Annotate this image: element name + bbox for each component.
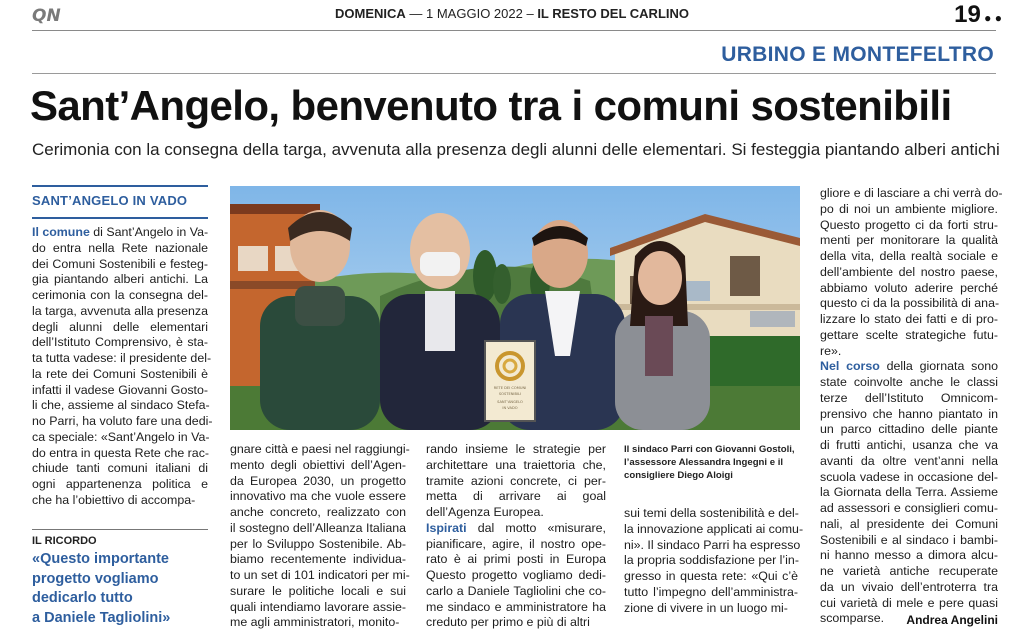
article-line: state coinvolte anche le classi bbox=[820, 375, 998, 389]
photo-illustration bbox=[230, 186, 800, 430]
article-line: gnare città e paesi nel raggiungi- bbox=[230, 442, 410, 456]
article-line: abbiamo voluto aderire perché bbox=[820, 280, 998, 295]
article-line: il sostegno dell’Alleanza Italiana bbox=[230, 520, 406, 535]
article-line: che ha l’obiettivo di accompa- bbox=[32, 492, 196, 507]
paragraph-lead: Nel corso bbox=[820, 359, 880, 374]
caption-line: Il sindaco Parri con Giovanni Gostoli, bbox=[624, 444, 795, 455]
article-line: rato è ai primi posti in Europa bbox=[426, 552, 606, 567]
article-line: di frutti antichi, usanza che va bbox=[820, 438, 998, 452]
kicker-rule-bottom bbox=[32, 217, 208, 219]
article-line: ni». Il sindaco Parri ha espresso bbox=[624, 537, 801, 552]
subheadline: Cerimonia con la consegna della targa, avvenuta alla presenza degli alunni delle elementari. Si festeggia piantando alberi antichi bbox=[32, 140, 1000, 159]
dateline-day: DOMENICA bbox=[335, 6, 406, 21]
article-line: degli alunni delle elementari bbox=[32, 319, 208, 334]
article-column-2 bbox=[230, 442, 410, 631]
article-line: dell’Agenza Europea. bbox=[426, 505, 544, 519]
article-line: nali, al presidente dei Comuni bbox=[820, 516, 998, 531]
kicker: SANT’ANGELO IN VADO bbox=[32, 193, 188, 208]
paragraph-lead-text: di Sant’Angelo in Va- bbox=[89, 225, 209, 239]
article-line: Questo progetto vogliamo dedi- bbox=[426, 568, 606, 582]
qn-logo-text: QN bbox=[32, 6, 61, 24]
article-line: do entra in questa Rete che rac- bbox=[32, 445, 210, 460]
article-line: chiude tanti comuni italiani di bbox=[32, 461, 208, 476]
article-line: per lo Sviluppo Sostenibile. Ab- bbox=[230, 536, 406, 551]
headline: Sant’Angelo, benvenuto tra i comuni sostenibili bbox=[30, 82, 952, 129]
author-signature: Andrea Angelini bbox=[906, 613, 998, 627]
top-rule bbox=[32, 30, 996, 31]
article-line: scomparse. bbox=[820, 611, 885, 626]
article-line: rando insieme le strategie per bbox=[426, 442, 606, 456]
photo-caption bbox=[624, 443, 800, 482]
article-line bbox=[32, 225, 208, 241]
caption-line: l’assessore Alessandra Ingegni e il bbox=[624, 457, 784, 468]
article-line: po di noi un ambiente migliore. bbox=[820, 201, 998, 216]
plaque-text-line: IN VADO bbox=[502, 406, 518, 410]
section-title: URBINO E MONTEFELTRO bbox=[721, 43, 994, 66]
article-line: ca speciale: «Sant’Angelo in Va- bbox=[32, 429, 210, 444]
article-line: li che, assieme al sindaco Stefa- bbox=[32, 398, 210, 413]
article-line: gliore e di lasciare a chi verrà do- bbox=[820, 186, 1003, 200]
article-line: la targa, avvenuta alla presenza bbox=[32, 303, 208, 318]
article-line: dell’ambiente del nostro paese, bbox=[820, 264, 998, 279]
article-line: carlo a Daniele Tagliolini che co- bbox=[426, 583, 606, 598]
article-line: questo ci da la possibilità di ana- bbox=[820, 296, 1000, 311]
page-number: 19 ● ● bbox=[954, 1, 1002, 28]
article-line: metta di arrivare ai goal bbox=[426, 489, 606, 504]
article-line: ta tutta vadese: il presidente del- bbox=[32, 351, 212, 365]
article-line: ni hanno messo a dimora alcu- bbox=[820, 548, 998, 563]
paragraph-lead-text: della giornata sono bbox=[879, 359, 998, 374]
pull-quote-line: «Questo importante bbox=[32, 551, 169, 567]
article-line: cerimonia con la consegna del- bbox=[32, 288, 208, 302]
article-line: innovativo ma che vuole essere bbox=[230, 489, 406, 504]
article-line: re». bbox=[820, 343, 842, 358]
article-line: architettare una traiettoria che, bbox=[426, 457, 606, 472]
caption-line: consigliere Diego Aloigi bbox=[624, 470, 733, 481]
article-line: creduto per primo e più di altri bbox=[426, 615, 590, 630]
article-line: lizzare lo stato dei fatti e di pro- bbox=[820, 312, 998, 326]
pull-quote-line: dedicarlo tutto bbox=[32, 590, 133, 606]
article-line: dei Comuni Sostenibili e festeg- bbox=[32, 256, 208, 271]
article-line: menti per monitorare la qualità bbox=[820, 233, 998, 248]
article-line: ne varietà antiche recuperate bbox=[820, 564, 998, 578]
article-line: ogni appartenenza politica e bbox=[32, 477, 208, 491]
ricordo-label: IL RICORDO bbox=[32, 535, 97, 547]
article-line: Sostenibili e al sindaco i bambi- bbox=[820, 532, 998, 547]
pull-quote-line: a Daniele Tagliolini» bbox=[32, 609, 171, 626]
article-line: me agli amministratori, monito- bbox=[230, 615, 400, 630]
article-line: ad assessori e consiglieri comu- bbox=[820, 501, 998, 515]
article-line bbox=[820, 359, 998, 375]
article-line: quali intendiamo lavorare assie- bbox=[230, 599, 406, 614]
article-line: Questo progetto ci da forti stru- bbox=[820, 217, 998, 232]
article-line: da un vivaio dell’entroterra tra bbox=[820, 579, 998, 594]
article-line: la innovazione applicati ai comu- bbox=[624, 521, 804, 536]
article-line: la rete dei Comuni Sostenibili è bbox=[32, 366, 208, 381]
article-line: me sindaco e amministratore ha bbox=[426, 599, 606, 614]
plaque-text-line: RETE DEI COMUNI bbox=[493, 386, 527, 390]
article-line: tramite azioni concrete, ci per- bbox=[426, 473, 606, 488]
article-line: prensivo che hanno piantato in bbox=[820, 406, 998, 421]
paragraph-lead-text: dal motto «misurare, bbox=[466, 520, 606, 535]
article-line: infatti il vadese Giovanni Gosto- bbox=[32, 382, 208, 397]
article-line: da Europea 2030, un progetto bbox=[230, 473, 406, 488]
article-line bbox=[426, 521, 606, 537]
ricordo-rule bbox=[32, 529, 208, 530]
article-line: terze dell’Istituto Omnicom- bbox=[820, 390, 998, 405]
article-photo bbox=[230, 186, 800, 430]
article-line: surare le politiche locali e sui bbox=[230, 583, 406, 598]
article-line: gia piantando alberi antichi. La bbox=[32, 272, 208, 287]
article-line: scuola vadese in occasione del- bbox=[820, 469, 998, 484]
article-line: gresso in questa rete: «Qui c’è bbox=[624, 569, 798, 583]
article-line: biamo recentemente individua- bbox=[230, 552, 406, 567]
article-line: dell’Istituto Comprensivo, è sta- bbox=[32, 335, 208, 350]
kicker-rule-top bbox=[32, 185, 208, 187]
pull-quote bbox=[32, 550, 212, 628]
article-line: no Parri, ha voluto fare una dedi- bbox=[32, 414, 213, 428]
article-line: zione di vivere in un luogo mi- bbox=[624, 600, 788, 615]
article-line: gettare scelte strategiche futu- bbox=[820, 327, 998, 342]
plaque-text-line: SOSTENIBILI bbox=[498, 392, 522, 396]
article-line: tutto l’impegno dell’amministra- bbox=[624, 584, 798, 599]
article-line: to un set di 101 indicatori per mi- bbox=[230, 568, 410, 582]
dateline-date: 1 MAGGIO 2022 bbox=[426, 6, 523, 21]
article-line: cui varietà di mele e pere quasi bbox=[820, 595, 998, 610]
article-line: la Giornata della Terra. Assieme bbox=[820, 485, 998, 500]
article-line: la propria soddisfazione per l’in- bbox=[624, 553, 799, 568]
plaque-text-line: SANT’ANGELO bbox=[497, 400, 523, 404]
article-column-5 bbox=[820, 186, 1003, 627]
article-line: do entra nella Rete nazionale bbox=[32, 240, 208, 255]
section-rule bbox=[32, 73, 996, 74]
article-line: della vita, della realtà sociale e bbox=[820, 249, 998, 263]
article-line: anche concreto, realizzato con bbox=[230, 505, 406, 519]
article-line: pianificare, agire, il nostro ope- bbox=[426, 536, 606, 551]
article-line: sui temi della sostenibilità e del- bbox=[624, 506, 799, 520]
paragraph-lead: Ispirati bbox=[426, 520, 467, 535]
article-column-4 bbox=[624, 506, 804, 616]
article-line: avanti da oltre vent’anni nella bbox=[820, 453, 998, 468]
article-column-1 bbox=[32, 225, 213, 509]
dateline: DOMENICA — 1 MAGGIO 2022 – IL RESTO DEL CARLINO bbox=[335, 6, 689, 21]
article-line: un parco cittadino delle piante bbox=[820, 422, 998, 437]
pull-quote-line: progetto vogliamo bbox=[32, 570, 159, 587]
dateline-newspaper: IL RESTO DEL CARLINO bbox=[537, 6, 689, 21]
article-column-3 bbox=[426, 442, 606, 631]
article-line: mento degli obiettivi dell’Agen- bbox=[230, 457, 406, 472]
paragraph-lead: Il comune bbox=[32, 225, 90, 239]
